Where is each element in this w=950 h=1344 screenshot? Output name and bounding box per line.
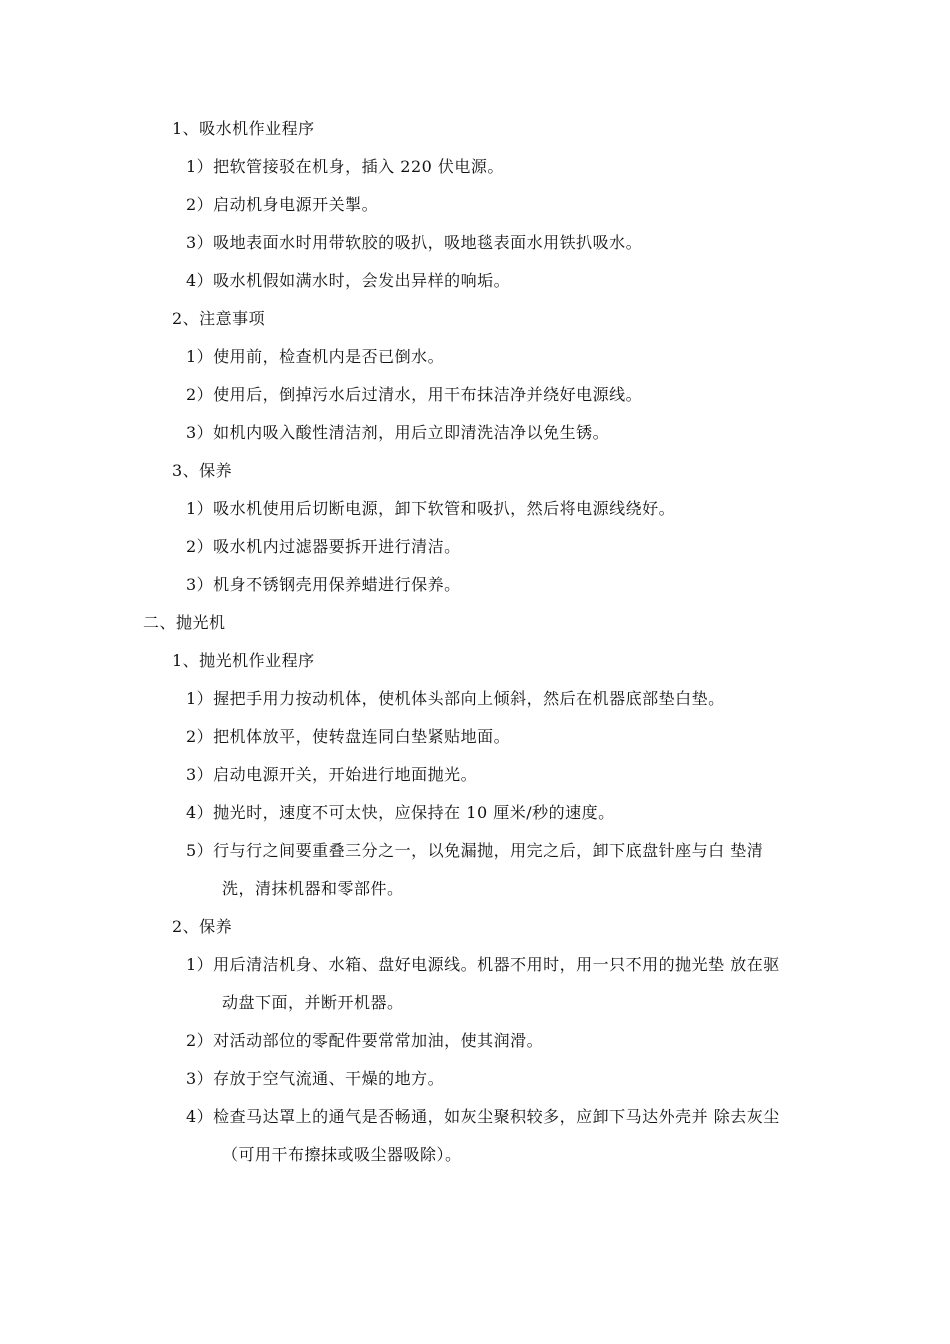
list-item: 4）抛光时，速度不可太快，应保持在 10 厘米/秒的速度。 <box>186 803 615 822</box>
list-item-continuation: 动盘下面，并断开机器。 <box>222 993 404 1012</box>
list-item: 2）对活动部位的零配件要常常加油，使其润滑。 <box>186 1031 544 1050</box>
list-item: 3）启动电源开关，开始进行地面抛光。 <box>186 765 478 784</box>
list-item: 4）吸水机假如满水时，会发出异样的响垢。 <box>186 271 511 290</box>
list-item: 5）行与行之间要重叠三分之一，以免漏抛，用完之后，卸下底盘针座与白 垫清 <box>186 841 764 860</box>
list-item: 2）把机体放平，使转盘连同白垫紧贴地面。 <box>186 727 511 746</box>
list-item: 3）吸地表面水时用带软胶的吸扒，吸地毯表面水用铁扒吸水。 <box>186 233 643 252</box>
section-heading: 1、抛光机作业程序 <box>172 651 315 670</box>
list-item: 2）使用后，倒掉污水后过清水，用干布抹洁净并绕好电源线。 <box>186 385 643 404</box>
list-item: 3）如机内吸入酸性清洁剂，用后立即清洗洁净以免生锈。 <box>186 423 610 442</box>
list-item: 3）机身不锈钢壳用保养蜡进行保养。 <box>186 575 461 594</box>
list-item: 1）使用前，检查机内是否已倒水。 <box>186 347 445 366</box>
section-heading: 2、注意事项 <box>172 309 266 328</box>
chapter-heading: 二、抛光机 <box>143 613 226 632</box>
list-item: 1）握把手用力按动机体，使机体头部向上倾斜，然后在机器底部垫白垫。 <box>186 689 725 708</box>
list-item: 3）存放于空气流通、干燥的地方。 <box>186 1069 445 1088</box>
list-item: 1）把软管接驳在机身，插入 220 伏电源。 <box>186 157 504 176</box>
list-item-continuation: 洗，清抹机器和零部件。 <box>222 879 404 898</box>
section-heading: 3、保养 <box>172 461 233 480</box>
list-item: 4）检查马达罩上的通气是否畅通，如灰尘聚积较多，应卸下马达外壳并 除去灰尘 <box>186 1107 780 1126</box>
list-item-continuation: （可用干布擦抹或吸尘器吸除）。 <box>222 1145 462 1164</box>
list-item: 1）用后清洁机身、水箱、盘好电源线。机器不用时，用一只不用的抛光垫 放在驱 <box>186 955 780 974</box>
section-heading: 2、保养 <box>172 917 233 936</box>
list-item: 2）启动机身电源开关掣。 <box>186 195 379 214</box>
section-heading: 1、吸水机作业程序 <box>172 119 315 138</box>
list-item: 1）吸水机使用后切断电源，卸下软管和吸扒，然后将电源线绕好。 <box>186 499 676 518</box>
list-item: 2）吸水机内过滤器要拆开进行清洁。 <box>186 537 461 556</box>
